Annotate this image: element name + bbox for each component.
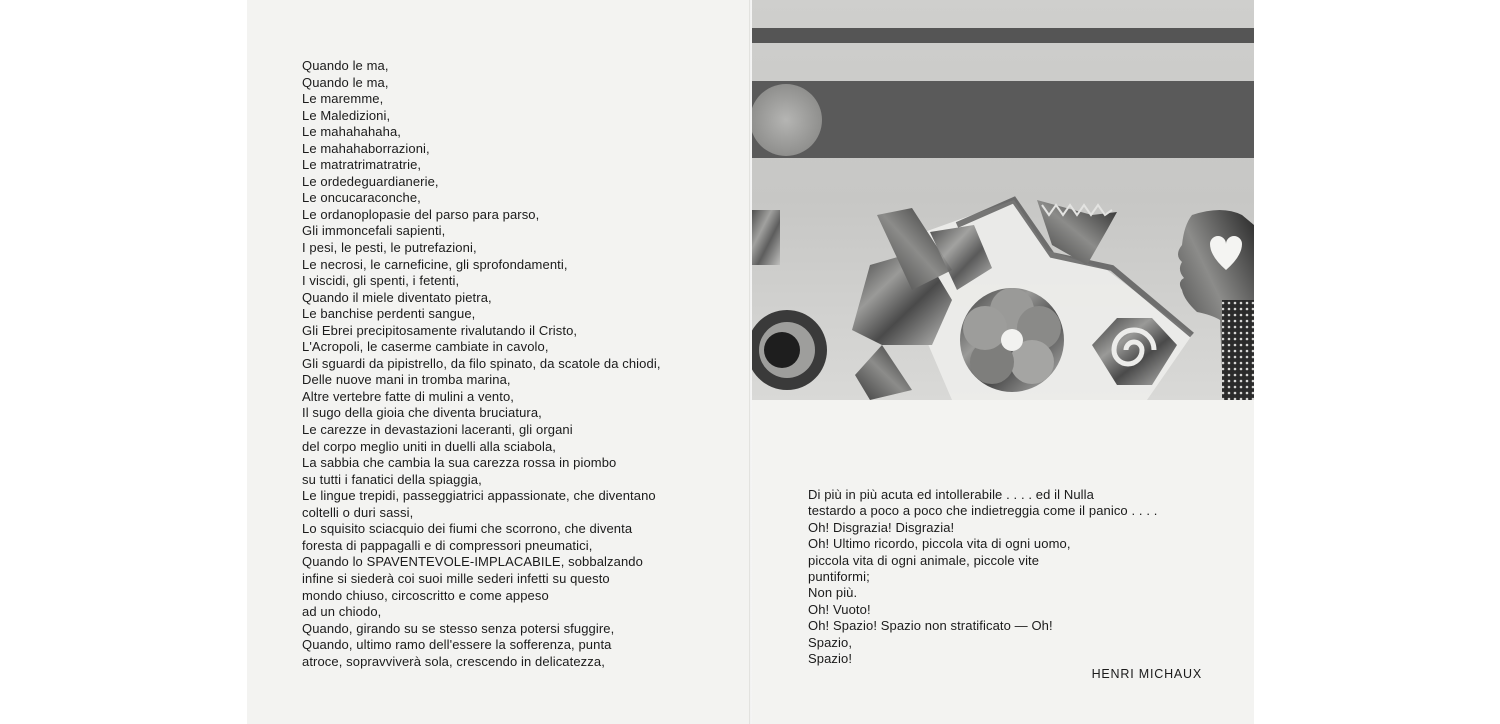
book-spread: [247, 0, 1254, 724]
thin-stripe: [752, 28, 1254, 43]
poem-line: Le maremme,: [302, 91, 384, 107]
left-page: [247, 0, 750, 724]
poem-line: mondo chiuso, circoscritto e come appeso: [302, 587, 549, 603]
poem-line: ad un chiodo,: [302, 604, 382, 620]
poem-line: Le matratrimatratrie,: [302, 157, 422, 173]
flower-shape: [960, 288, 1064, 392]
poem-line: Oh! Disgrazia! Disgrazia!: [808, 519, 955, 535]
poem-line: I pesi, le pesti, le putrefazioni,: [302, 240, 477, 256]
poem-line: L'Acropoli, le caserme cambiate in cavolo,: [302, 339, 549, 355]
poem-line: Le oncucaraconche,: [302, 190, 421, 206]
poem-line: Quando le ma,: [302, 74, 389, 90]
poem-line: Oh! Spazio! Spazio non stratificato — Oh!: [808, 618, 1053, 634]
poem-line: Quando il miele diventato pietra,: [302, 289, 492, 305]
author-name: HENRI MICHAUX: [1091, 667, 1202, 681]
poem-line: del corpo meglio uniti in duelli alla sciabola,: [302, 438, 557, 454]
poem-line: Le lingue trepidi, passeggiatrici appassionate, che diventano: [302, 488, 656, 504]
poem-line: La sabbia che cambia la sua carezza rossa in piombo: [302, 455, 617, 471]
left-fragment: [752, 210, 780, 265]
poem-line: Oh! Vuoto!: [808, 601, 871, 617]
poem-line: Quando lo SPAVENTEVOLE-IMPLACABILE, sobbalzando: [302, 554, 643, 570]
poem-line: Le Maledizioni,: [302, 107, 391, 123]
poem-line: infine si siederà coi suoi mille sederi infetti su questo: [302, 570, 610, 586]
right-page: [752, 0, 1254, 724]
poem-line: Spazio!: [808, 651, 853, 667]
poem-line: Lo squisito sciacquio dei fiumi che scorrono, che diventa: [302, 521, 633, 537]
poem-line: foresta di pappagalli e di compressori pneumatici,: [302, 537, 593, 553]
poem-line: Quando, ultimo ramo dell'essere la sofferenza, punta: [302, 637, 612, 653]
poem-line: Il sugo della gioia che diventa bruciatura,: [302, 405, 542, 421]
poem-line: su tutti i fanatici della spiaggia,: [302, 471, 482, 487]
poem-line: Altre vertebre fatte di mulini a vento,: [302, 388, 515, 404]
poem-line: Le mahahahaha,: [302, 124, 401, 140]
poem-line: atroce, sopravviverà sola, crescendo in delicatezza,: [302, 653, 605, 669]
poem-right-text: [808, 487, 1248, 667]
poem-line: puntiformi;: [808, 569, 870, 585]
wide-stripe: [752, 81, 1254, 158]
poem-line: Le ordanoplopasie del parso para parso,: [302, 206, 540, 222]
poem-line: Spazio,: [808, 634, 853, 650]
poem-line: I viscidi, gli spenti, i fetenti,: [302, 273, 460, 289]
poem-line: Quando le ma,: [302, 58, 389, 73]
collage-artwork: [752, 0, 1254, 400]
poem-line: Di più in più acuta ed intollerabile . . . . ed il Nulla: [808, 487, 1094, 502]
halftone-dots: [1222, 300, 1254, 400]
poem-line: coltelli o duri sassi,: [302, 504, 414, 520]
poem-line: Gli immoncefali sapienti,: [302, 223, 446, 239]
poem-line: Non più.: [808, 585, 858, 601]
poem-line: Le ordedeguardianerie,: [302, 173, 439, 189]
poem-line: Le mahahaborrazioni,: [302, 140, 430, 156]
poem-line: Quando, girando su se stesso senza potersi sfuggire,: [302, 620, 615, 636]
grey-circle: [752, 84, 822, 156]
poem-line: Oh! Ultimo ricordo, piccola vita di ogni uomo,: [808, 536, 1071, 552]
poem-line: Gli sguardi da pipistrello, da filo spinato, da scatole da chiodi,: [302, 355, 661, 371]
poem-line: Le banchise perdenti sangue,: [302, 306, 476, 322]
poem-line: testardo a poco a poco che indietreggia come il panico . . . .: [808, 503, 1158, 519]
poem-line: piccola vita di ogni animale, piccole vite: [808, 552, 1040, 568]
poem-line: Le necrosi, le carneficine, gli sprofondamenti,: [302, 256, 568, 272]
poem-line: Le carezze in devastazioni laceranti, gli organi: [302, 422, 573, 438]
poem-line: Delle nuove mani in tromba marina,: [302, 372, 511, 388]
poem-line: Gli Ebrei precipitosamente rivalutando il Cristo,: [302, 322, 578, 338]
poem-left-text: [302, 58, 742, 670]
